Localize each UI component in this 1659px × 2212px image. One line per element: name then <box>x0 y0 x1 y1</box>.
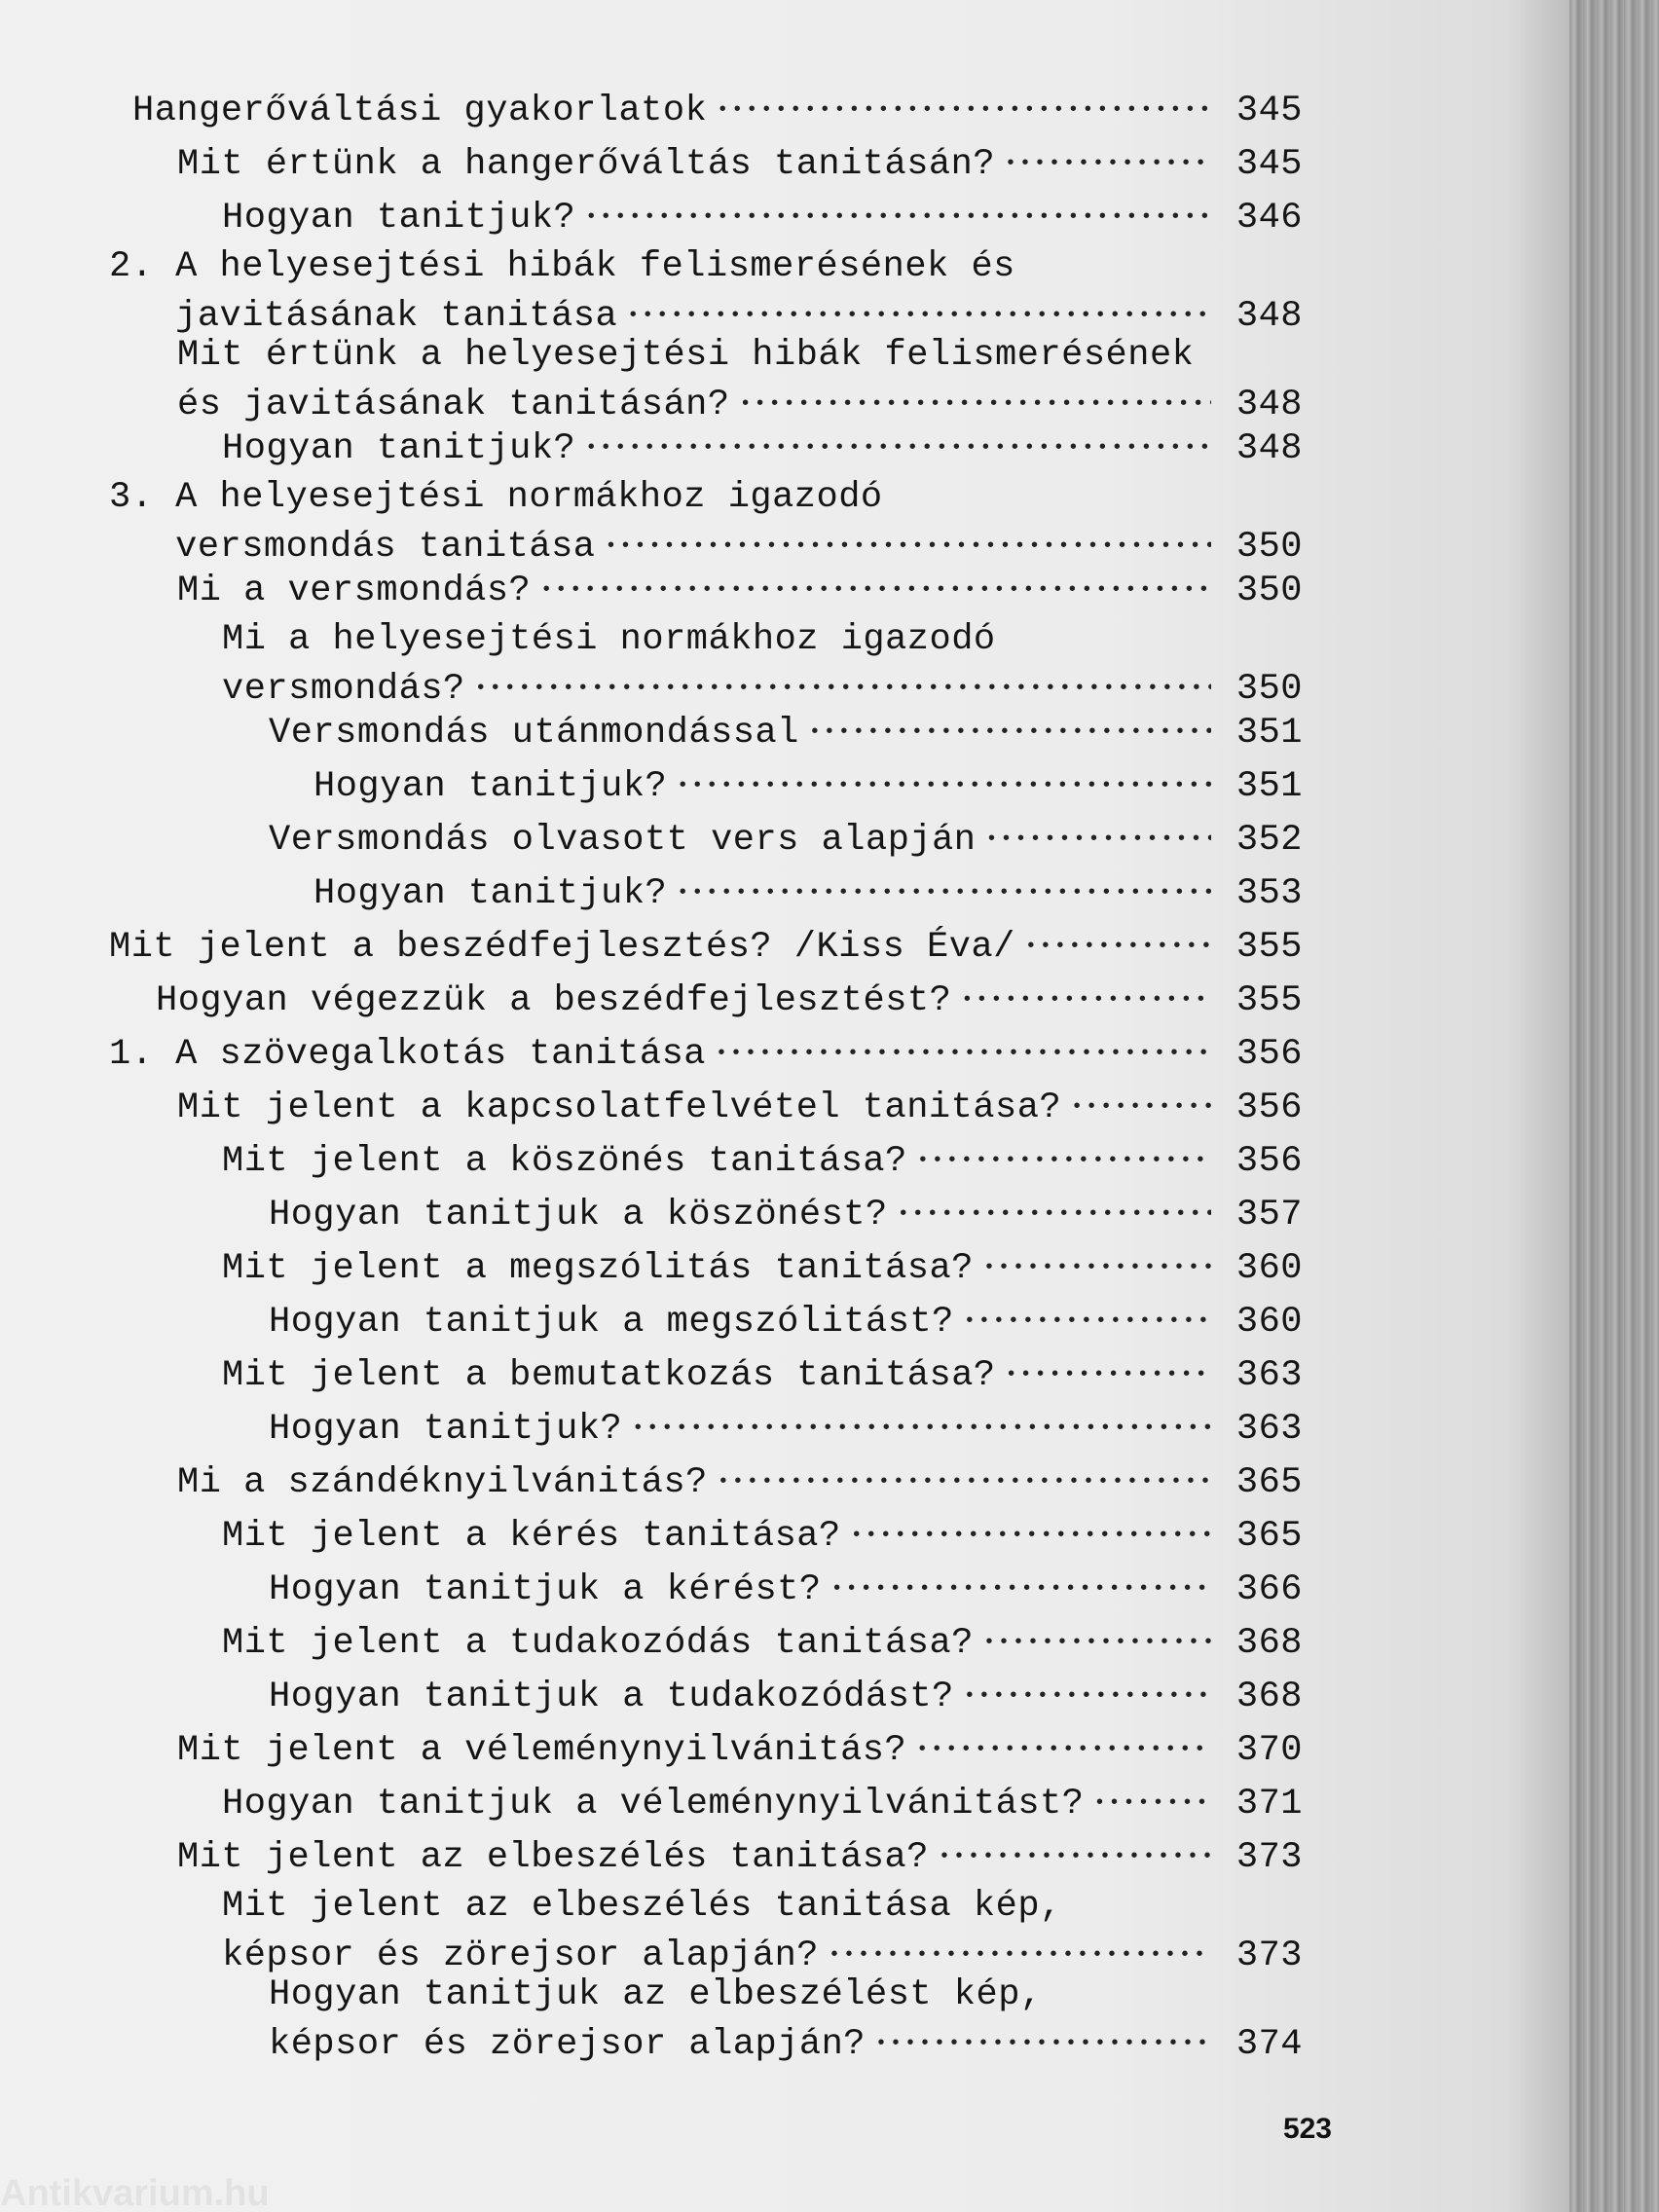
toc-entry-title-line: Hogyan tanitjuk? <box>269 1409 623 1450</box>
toc-entry-title-line: Hangerőváltási gyakorlatok <box>132 91 708 131</box>
dot-leader <box>916 1723 1211 1773</box>
dot-leader <box>1005 137 1211 187</box>
toc-entry-page: 365 <box>1235 1462 1303 1503</box>
toc-entry-title-line: Mit jelent a bemutatkozás tanitása? <box>222 1355 996 1396</box>
toc-entry <box>313 866 1303 916</box>
toc-entry-title-line: Hogyan tanitjuk az elbeszélést kép, <box>269 1974 1043 2015</box>
dot-leader <box>917 1134 1211 1184</box>
toc-entry-page: 374 <box>1235 2024 1303 2065</box>
page-edge-stack <box>1569 0 1659 2212</box>
toc-entry-page: 350 <box>1235 527 1303 568</box>
dot-leader <box>627 289 1211 339</box>
toc-entry-title-line: képsor és zörejsor alapján? <box>222 1936 819 1976</box>
toc-entry-page: 365 <box>1235 1516 1303 1557</box>
toc-entry-title-line: Versmondás utánmondással <box>269 713 799 754</box>
toc-entry-page: 363 <box>1235 1409 1303 1450</box>
dot-leader <box>964 1670 1211 1719</box>
toc-entry-title-line: Hogyan tanitjuk? <box>313 766 668 807</box>
toc-entry-title-line: 1. A szövegalkotás tanitása <box>109 1034 706 1075</box>
toc-entry <box>222 1134 1303 1184</box>
toc-entry-title-line: Mit jelent a tudakozódás tanitása? <box>222 1623 974 1664</box>
toc-entry-page: 350 <box>1235 571 1303 611</box>
dot-leader <box>851 1509 1211 1559</box>
toc-entry-title-line: Mi a versmondás? <box>177 571 532 611</box>
dot-leader <box>829 1929 1211 1978</box>
dot-leader <box>1006 1348 1211 1398</box>
dot-leader <box>809 706 1211 756</box>
toc-entry-title-line: Mit értünk a helyesejtési hibák felismerésének <box>177 335 1195 376</box>
dot-leader <box>964 1295 1211 1345</box>
dot-leader <box>718 1456 1211 1505</box>
toc-entry <box>222 1509 1303 1559</box>
toc-entry-page: 368 <box>1235 1623 1303 1664</box>
toc-entry-page: 368 <box>1235 1677 1303 1717</box>
toc-entry <box>269 813 1303 863</box>
toc-entry <box>177 1830 1303 1880</box>
toc-entry-page: 357 <box>1235 1195 1303 1235</box>
toc-entry-page: 373 <box>1235 1936 1303 1976</box>
dot-leader <box>986 813 1211 863</box>
toc-entry <box>222 1616 1303 1666</box>
toc-entry-title-line: és javitásának tanitásán? <box>177 385 730 425</box>
toc-entry <box>177 333 1303 427</box>
toc-entry <box>132 84 1303 133</box>
toc-entry <box>269 1972 1303 2067</box>
toc-entry-page: 371 <box>1235 1784 1303 1825</box>
toc-entry <box>269 1188 1303 1237</box>
toc-entry <box>109 244 1303 339</box>
toc-entry <box>269 1563 1303 1612</box>
toc-entry-page: 356 <box>1235 1034 1303 1075</box>
dot-leader <box>983 1241 1211 1291</box>
dot-leader <box>1025 920 1211 970</box>
toc-entry <box>269 1402 1303 1452</box>
dot-leader <box>585 422 1211 471</box>
toc-entry <box>269 1295 1303 1345</box>
toc-entry-title-line: Mi a szándéknyilvánitás? <box>177 1462 708 1503</box>
toc-entry <box>222 1348 1303 1398</box>
dot-leader <box>961 974 1211 1023</box>
toc-entry-page: 346 <box>1235 198 1303 239</box>
toc-entry <box>177 137 1303 187</box>
toc-entry-title-line: képsor és zörejsor alapján? <box>269 2024 866 2065</box>
toc-entry-title-line: Mit jelent az elbeszélés tanitása? <box>177 1837 929 1878</box>
dot-leader <box>717 84 1211 133</box>
toc-entry-title-line: Mit jelent a beszédfejlesztés? /Kiss Éva/ <box>109 927 1015 968</box>
toc-entry-page: 363 <box>1235 1355 1303 1396</box>
toc-entry <box>177 564 1303 613</box>
toc-entry-page: 356 <box>1235 1141 1303 1182</box>
dot-leader <box>716 1027 1211 1077</box>
dot-leader <box>632 1402 1211 1452</box>
toc-entry-page: 366 <box>1235 1569 1303 1610</box>
toc-entry-title-line: Hogyan tanitjuk a kérést? <box>269 1569 822 1610</box>
toc-entry-page: 348 <box>1235 385 1303 425</box>
toc-entry-page: 360 <box>1235 1248 1303 1289</box>
toc-entry-title-line: javitásának tanitása <box>109 296 618 337</box>
toc-entry <box>269 1670 1303 1719</box>
toc-entry-title-line: versmondás? <box>222 669 465 710</box>
toc-entry <box>177 1723 1303 1773</box>
toc-entry-page: 348 <box>1235 296 1303 337</box>
toc-entry-title-line: Hogyan tanitjuk a megszólitást? <box>269 1302 954 1343</box>
toc-entry <box>222 1241 1303 1291</box>
toc-entry-page: 351 <box>1235 713 1303 754</box>
dot-leader <box>939 1830 1211 1880</box>
toc-entry <box>109 475 1303 570</box>
toc-entry-page: 348 <box>1235 428 1303 469</box>
toc-entry-title-line: 2. A helyesejtési hibák felismerésének és <box>109 246 1015 287</box>
toc-entry <box>109 1027 1303 1077</box>
toc-entry-title-line: Hogyan tanitjuk? <box>222 198 576 239</box>
toc-entry-title-line: Mit jelent a megszólitás tanitása? <box>222 1248 974 1289</box>
toc-entry-title-line: Mit jelent a véleménynyilvánitás? <box>177 1730 907 1771</box>
toc-entry-page: 345 <box>1235 144 1303 185</box>
toc-entry-title-line: Mit jelent a kapcsolatfelvétel tanitása? <box>177 1088 1062 1128</box>
toc-entry-page: 355 <box>1235 927 1303 968</box>
toc-entry-page: 353 <box>1235 873 1303 914</box>
toc-entry-title-line: Hogyan tanitjuk? <box>313 873 668 914</box>
toc-entry-page: 373 <box>1235 1837 1303 1878</box>
toc-entry-page: 370 <box>1235 1730 1303 1771</box>
toc-entry-title-line: Mit jelent a köszönés tanitása? <box>222 1141 907 1182</box>
toc-entry-title-line: versmondás tanitása <box>109 527 596 568</box>
toc-entry-page: 356 <box>1235 1088 1303 1128</box>
toc-entry-title-line: Mit jelent az elbeszélés tanitása kép, <box>222 1886 1062 1927</box>
toc-entry-page: 350 <box>1235 669 1303 710</box>
toc-entry-title-line: Mi a helyesejtési normákhoz igazodó <box>222 619 996 660</box>
toc-entry <box>269 706 1303 756</box>
dot-leader <box>1071 1081 1211 1130</box>
toc-entry <box>109 920 1303 970</box>
toc-entry <box>222 422 1303 471</box>
toc-entry-title-line: Versmondás olvasott vers alapján <box>269 820 977 861</box>
dot-leader <box>898 1188 1211 1237</box>
dot-leader <box>983 1616 1211 1666</box>
toc-entry <box>222 1777 1303 1826</box>
toc-entry-title-line: Mit jelent a kérés tanitása? <box>222 1516 841 1557</box>
dot-leader <box>875 2017 1211 2067</box>
dot-leader <box>585 191 1211 240</box>
toc-entry-title-line: Hogyan tanitjuk a véleménynyilvánitást? <box>222 1784 1085 1825</box>
toc-entry <box>177 1456 1303 1505</box>
toc-entry <box>156 974 1303 1023</box>
toc-entry-title-line: 3. A helyesejtési normákhoz igazodó <box>109 477 883 518</box>
dot-leader <box>605 520 1211 570</box>
toc-entry-title-line: Hogyan tanitjuk a köszönést? <box>269 1195 888 1235</box>
dot-leader <box>1093 1777 1211 1826</box>
dot-leader <box>540 564 1211 613</box>
dot-leader <box>677 866 1211 916</box>
page-number: 523 <box>1282 2113 1332 2145</box>
toc-entry <box>222 617 1303 712</box>
toc-entry-page: 345 <box>1235 91 1303 131</box>
toc-entry-page: 352 <box>1235 820 1303 861</box>
toc-entry <box>177 1081 1303 1130</box>
toc-entry <box>222 1884 1303 1978</box>
toc-entry-title-line: Hogyan tanitjuk a tudakozódást? <box>269 1677 954 1717</box>
toc-entry-page: 360 <box>1235 1302 1303 1343</box>
toc-entry-title-line: Hogyan végezzük a beszédfejlesztést? <box>156 980 952 1021</box>
toc-entry <box>313 759 1303 809</box>
dot-leader <box>831 1563 1211 1612</box>
toc-entry-title-line: Hogyan tanitjuk? <box>222 428 576 469</box>
watermark: Antikvarium.hu <box>0 2173 270 2212</box>
toc-entry <box>222 191 1303 240</box>
toc-entry-page: 355 <box>1235 980 1303 1021</box>
dot-leader <box>740 378 1211 427</box>
toc-entry-page: 351 <box>1235 766 1303 807</box>
dot-leader <box>677 759 1211 809</box>
dot-leader <box>475 662 1211 712</box>
toc-entry-title-line: Mit értünk a hangerőváltás tanitásán? <box>177 144 996 185</box>
